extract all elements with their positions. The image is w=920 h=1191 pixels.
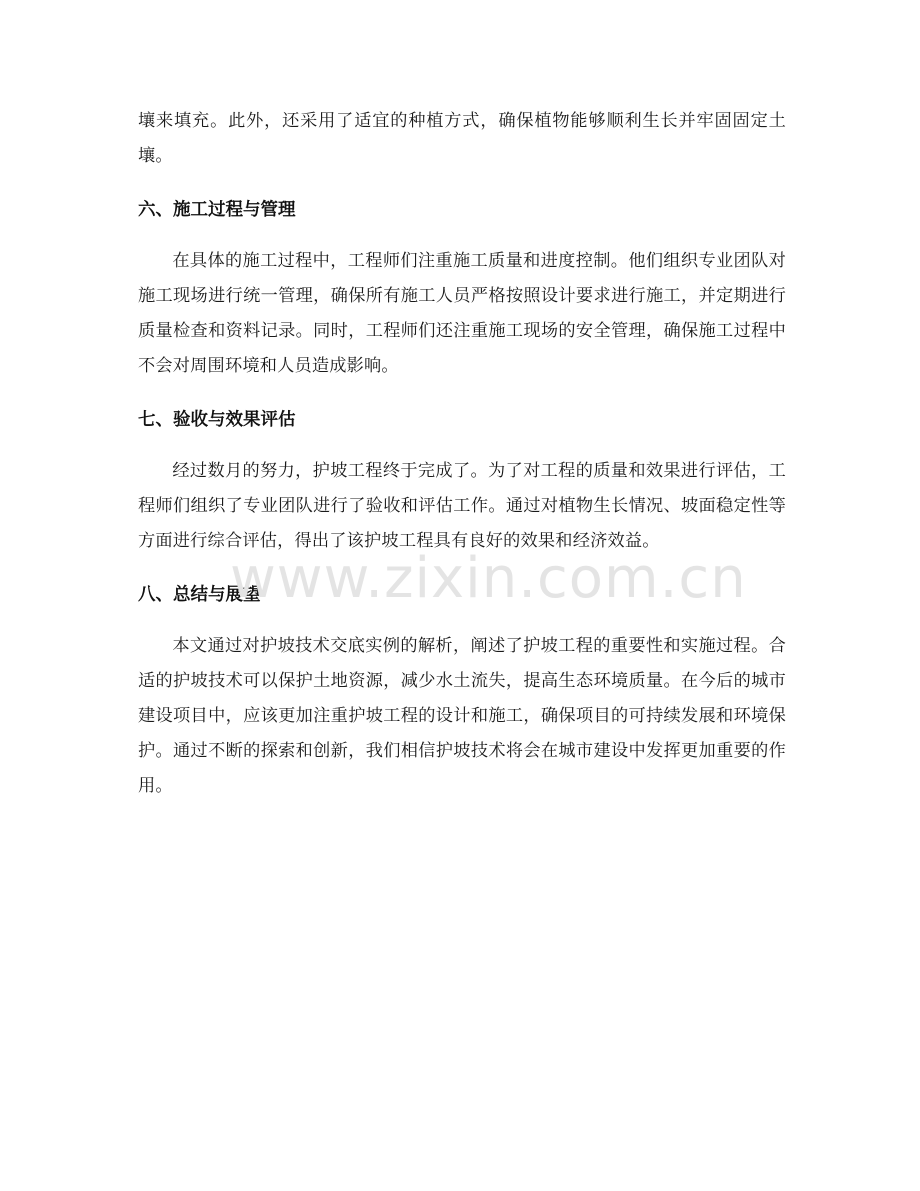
intro-paragraph: 壤来填充。此外，还采用了适宜的种植方式，确保植物能够顺利生长并牢固固定土壤。	[138, 111, 786, 166]
spacer	[138, 438, 786, 454]
spacer	[138, 559, 786, 578]
spacer	[138, 228, 786, 244]
section-heading-6: 六、施工过程与管理	[138, 200, 296, 220]
section-heading-7: 七、验收与效果评估	[138, 410, 296, 430]
section-paragraph-6: 在具体的施工过程中，工程师们注重施工质量和进度控制。他们组织专业团队对施工现场进行统一管理，确保所有施工人员严格按照设计要求进行施工，并定期进行质量检查和资料记录。同时，工程师们还注重施工现场的安全管理，确保施工过程中不会对周围环境和人员造成影响。	[138, 251, 786, 376]
watermark-text: www.zixin.com.cn	[230, 546, 747, 611]
section-paragraph-7: 经过数月的努力，护坡工程终于完成了。为了对工程的质量和效果进行评估，工程师们组织了专业团队进行了验收和评估工作。通过对植物生长情况、坡面稳定性等方面进行综合评估，得出了该护坡工程具有良好的效果和经济效益。	[138, 461, 786, 551]
spacer	[138, 384, 786, 403]
section-heading-8: 八、总结与展望	[138, 585, 261, 605]
spacer	[138, 174, 786, 193]
spacer	[138, 613, 786, 629]
document-body	[138, 104, 786, 804]
section-paragraph-8: 本文通过对护坡技术交底实例的解析，阐述了护坡工程的重要性和实施过程。合适的护坡技术可以保护土地资源，减少水土流失，提高生态环境质量。在今后的城市建设项目中，应该更加注重护坡工程的设计和施工，确保项目的可持续发展和环境保护。通过不断的探索和创新，我们相信护坡技术将会在城市建设中发挥更加重要的作用。	[138, 636, 786, 796]
